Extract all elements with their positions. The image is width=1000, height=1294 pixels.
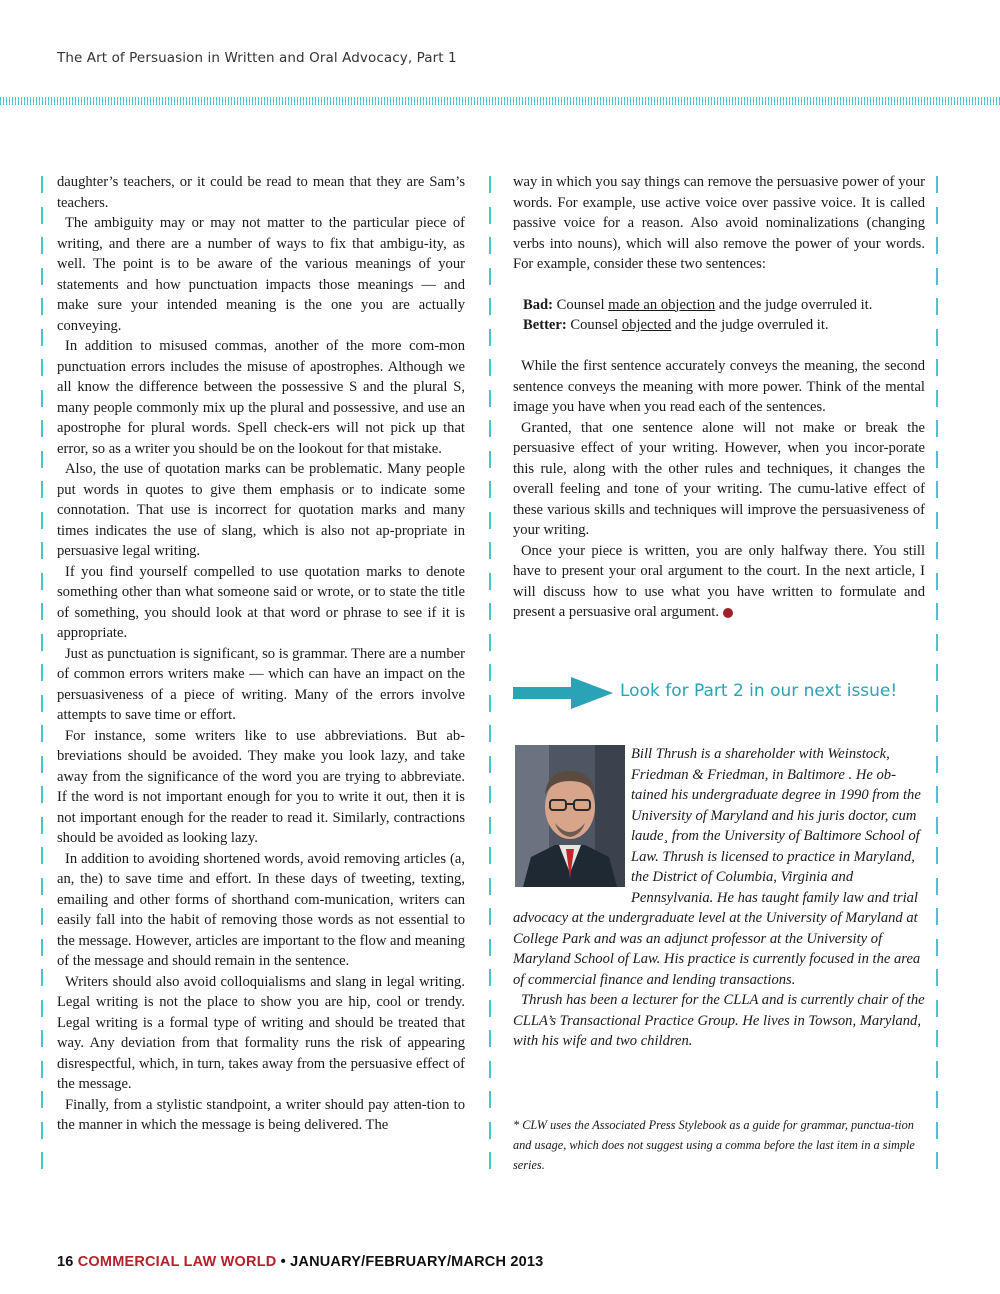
example-better-label: Better: <box>523 317 567 333</box>
margin-tick <box>936 725 938 742</box>
footer-separator: • <box>276 1254 291 1270</box>
paragraph: daughter’s teachers, or it could be read to mean that they are Sam’s teachers. <box>57 174 465 211</box>
margin-tick <box>936 847 938 864</box>
paragraph: In addition to avoiding shortened words, avoid removing articles (a, an, the) to save time and effort. In these days of tweeting, texting, emailing and other forms of shorthand com-munication, writers can easily fall into the habit of removing those words as not essential to the message. However, articles are important to the flow and meaning of the message and should remain in the sentence. <box>57 850 465 969</box>
footnote: * CLW uses the Associated Press Stylebook as a guide for grammar, punctua-tion and usage, which does not suggest using a comma before the last item in a simple series. <box>513 1118 915 1172</box>
margin-tick <box>41 329 43 346</box>
example-text: Counsel <box>553 296 609 313</box>
margin-tick <box>41 451 43 468</box>
article-column-right-continued <box>513 356 925 656</box>
example-bad-label: Bad: <box>523 296 554 313</box>
right-margin-marks <box>936 170 938 1180</box>
margin-tick <box>936 1000 938 1017</box>
margin-tick <box>489 847 491 864</box>
margin-tick <box>936 1091 938 1108</box>
paragraph: Granted, that one sentence alone will not make or break the persuasive effect of your writing. However, when you incor-porate this rule, along with the other rules and techniques, it changes the overall feeling and tone of your writing. The cumu-lative effect of these various skills and techniques will improve the persuasiveness of your writing. <box>513 419 925 538</box>
margin-tick <box>489 451 491 468</box>
margin-tick <box>41 603 43 620</box>
margin-tick <box>489 1152 491 1169</box>
end-of-article-mark-icon <box>723 608 733 618</box>
margin-tick <box>41 420 43 437</box>
margin-tick <box>41 634 43 651</box>
margin-tick <box>936 1061 938 1078</box>
example-text: Counsel <box>566 317 622 333</box>
margin-tick <box>489 725 491 742</box>
margin-tick <box>936 878 938 895</box>
margin-tick <box>936 664 938 681</box>
margin-tick <box>489 817 491 834</box>
margin-tick <box>936 207 938 224</box>
margin-tick <box>489 573 491 590</box>
margin-tick <box>936 573 938 590</box>
margin-tick <box>936 1030 938 1047</box>
margin-tick <box>489 1030 491 1047</box>
page-footer <box>57 1254 543 1270</box>
example-better <box>513 315 925 336</box>
closing-paragraph <box>513 541 925 623</box>
margin-tick <box>41 817 43 834</box>
publication-name: COMMERCIAL LAW WORLD <box>77 1254 277 1270</box>
margin-tick <box>936 420 938 437</box>
margin-tick <box>41 969 43 986</box>
margin-tick <box>41 1091 43 1108</box>
margin-tick <box>41 878 43 895</box>
margin-tick <box>936 451 938 468</box>
margin-tick <box>936 1122 938 1139</box>
example-underlined: made an objection <box>608 296 716 313</box>
margin-tick <box>489 969 491 986</box>
author-bio <box>513 744 925 1052</box>
margin-tick <box>489 420 491 437</box>
example-text: and the judge overruled it. <box>671 317 829 333</box>
margin-tick <box>489 176 491 193</box>
margin-tick <box>936 329 938 346</box>
margin-tick <box>41 1061 43 1078</box>
margin-tick <box>41 573 43 590</box>
paragraph: Also, the use of quotation marks can be problematic. Many people put words in quotes to give them emphasis or to indicate some connotation. That use is incorrect for quotation marks and many times indicates the use of slang, which is also not ap-propriate in persuasive legal writing. <box>57 461 465 559</box>
example-bad <box>513 295 925 316</box>
margin-tick <box>489 756 491 773</box>
margin-tick <box>936 542 938 559</box>
margin-tick <box>41 664 43 681</box>
margin-tick <box>41 268 43 285</box>
margin-tick <box>41 237 43 254</box>
paragraph: For instance, some writers like to use abbreviations. But ab-breviations should be avoided. They make you look lazy, and take away from the significance of the word you are trying to abbreviate. If the word is not important enough for you to write it out, then it is not important enough for the reader to read it. Similarly, contractions should be avoided as looking lazy. <box>57 727 465 846</box>
margin-tick <box>489 695 491 712</box>
margin-tick <box>936 176 938 193</box>
header-dotted-rule <box>0 97 1000 105</box>
margin-tick <box>41 1122 43 1139</box>
margin-tick <box>936 939 938 956</box>
margin-tick <box>489 237 491 254</box>
next-issue-callout: Look for Part 2 in our next issue! <box>620 681 898 701</box>
closing-text: Once your piece is written, you are only halfway there. You still have to present your oral argument to the court. In the next article, I will discuss how to use what you have written to formulate and present a persuasive oral argument. <box>513 542 925 620</box>
example-text: and the judge overruled it. <box>715 296 873 313</box>
margin-tick <box>936 756 938 773</box>
paragraph: way in which you say things can remove the persuasive power of your words. For example, use active voice over passive voice. It is called passive voice for a reason. Also avoid nominalizations (changing verbs into nouns), which will also remove the power of your words. For example, consider these two sentences: <box>513 174 925 272</box>
margin-tick <box>936 695 938 712</box>
margin-tick <box>489 390 491 407</box>
paragraph: Just as punctuation is significant, so is grammar. There are a number of common errors writers make — which can have an impact on the persuasiveness of a piece of writing. Many of the errors involve attempts to save time or effort. <box>57 645 465 723</box>
margin-tick <box>41 298 43 315</box>
paragraph: While the first sentence accurately conveys the meaning, the second sentence conveys the meaning with more power. Think of the mental image you have when you read each of the sentences. <box>513 358 925 415</box>
margin-tick <box>936 512 938 529</box>
bio-paragraph: Thrush has been a lecturer for the CLLA and is currently chair of the CLLA’s Transactional Practice Group. He lives in Towson, Maryland, with his wife and two children. <box>513 992 925 1049</box>
margin-tick <box>41 176 43 193</box>
margin-tick <box>489 664 491 681</box>
margin-tick <box>489 908 491 925</box>
margin-tick <box>41 1030 43 1047</box>
margin-tick <box>489 298 491 315</box>
margin-tick <box>489 359 491 376</box>
margin-tick <box>41 847 43 864</box>
left-margin-marks <box>41 170 43 1180</box>
margin-tick <box>489 878 491 895</box>
margin-tick <box>489 786 491 803</box>
margin-tick <box>936 390 938 407</box>
running-head: The Art of Persuasion in Written and Oral Advocacy, Part 1 <box>57 50 457 66</box>
margin-tick <box>41 725 43 742</box>
article-column-left <box>57 172 465 1182</box>
paragraph: The ambiguity may or may not matter to the particular piece of writing, and there are a number of ways to fix that ambigu-ity, as well. The point is to be aware of the various meanings of your statements and how punctuation impacts those meanings — and make sure your intended meaning is the one you are actually conveying. <box>57 215 465 334</box>
margin-tick <box>936 969 938 986</box>
margin-tick <box>41 939 43 956</box>
margin-tick <box>936 237 938 254</box>
margin-tick <box>489 207 491 224</box>
margin-tick <box>489 603 491 620</box>
margin-tick <box>489 634 491 651</box>
margin-tick <box>936 359 938 376</box>
margin-tick <box>489 268 491 285</box>
margin-tick <box>41 1000 43 1017</box>
arrow-right-icon <box>513 675 613 711</box>
margin-tick <box>936 634 938 651</box>
margin-tick <box>41 512 43 529</box>
center-margin-marks <box>489 170 491 1180</box>
paragraph: Finally, from a stylistic standpoint, a writer should pay atten-tion to the manner in which the message is being delivered. The <box>57 1096 465 1133</box>
margin-tick <box>489 1000 491 1017</box>
margin-tick <box>41 908 43 925</box>
margin-tick <box>41 1152 43 1169</box>
margin-tick <box>41 786 43 803</box>
margin-tick <box>489 1122 491 1139</box>
margin-tick <box>41 695 43 712</box>
margin-tick <box>489 512 491 529</box>
margin-tick <box>936 786 938 803</box>
margin-tick <box>41 390 43 407</box>
margin-tick <box>936 603 938 620</box>
margin-tick <box>489 542 491 559</box>
margin-tick <box>489 1061 491 1078</box>
margin-tick <box>936 1152 938 1169</box>
paragraph: In addition to misused commas, another of the more com-mon punctuation errors includes the misuse of apostrophes. Although we all know the difference between the possessive S and the plural S, many people commonly mix up the plural and possessive, and use an apostrophe for plural words. Spell check-ers will not pick up that error, so as a writer you should be on the lookout for that mistake. <box>57 338 465 457</box>
margin-tick <box>41 542 43 559</box>
margin-tick <box>41 207 43 224</box>
example-underlined: objected <box>621 317 672 333</box>
margin-tick <box>936 817 938 834</box>
margin-tick <box>489 329 491 346</box>
margin-tick <box>41 481 43 498</box>
page-number: 16 <box>57 1254 74 1270</box>
margin-tick <box>489 481 491 498</box>
paragraph: If you find yourself compelled to use quotation marks to denote something other than what someone said or wrote, or to state the title of something, you should look at that word or phrase to see if it is appropriate. <box>57 563 465 641</box>
paragraph: Writers should also avoid colloquialisms and slang in legal writing. Legal writing is not the place to show you are hip, cool or trendy. Legal writing is a formal type of writing and should be treated that way. Any deviation from that formality runs the risk of appearing disrespectful, which, in turn, takes away from the persuasive effect of the message. <box>57 973 465 1092</box>
bio-paragraph: Bill Thrush is a shareholder with Weinstock, Friedman & Friedman, in Baltimore . He ob-tained his undergraduate degree in 1990 from the University of Maryland and his juris doctor, cum laude¸ from the University of Baltimore School of Law. Thrush is licensed to practice in Maryland, the District of Columbia, Virginia and Pennsylvania. He has taught family law and trial advocacy at the undergraduate level at the University of Maryland at College Park and was an adjunct professor at the University of Maryland School of Law. His practice is currently focused in the area of commercial finance and lending transactions. <box>513 746 921 988</box>
margin-tick <box>936 908 938 925</box>
margin-tick <box>936 481 938 498</box>
issue-date: JANUARY/FEBRUARY/MARCH 2013 <box>290 1254 544 1270</box>
margin-tick <box>936 298 938 315</box>
margin-tick <box>41 756 43 773</box>
margin-tick <box>936 268 938 285</box>
margin-tick <box>489 939 491 956</box>
margin-tick <box>489 1091 491 1108</box>
margin-tick <box>41 359 43 376</box>
